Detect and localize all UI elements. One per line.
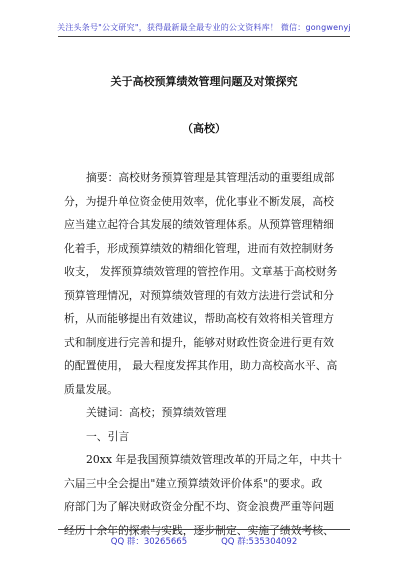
body-line: 化着手，形成预算绩效的精细化管理，进而有效控制财务 <box>64 241 334 255</box>
body-line: 府部门为了解决财政资金分配不均、资金浪费严重等问题 <box>64 500 334 513</box>
header-promo-text: 关注头条号"公文研究"，获得最新最全最专业的公文资料库！ 微信：gongwenyj <box>57 23 351 32</box>
body-line: 析，从而能够提出有效建议，帮助高校有效将相关管理方 <box>64 312 334 325</box>
body-line: 预算管理情况，对预算绩效管理的有效方法进行尝试和分 <box>64 288 334 302</box>
body-line: 经历十余年的探索与实践，逐步制定、实施了绩效考核、 <box>64 523 334 537</box>
footer-qq-group-2: QQ 群:535304092 <box>221 537 298 547</box>
footer-divider <box>58 529 350 530</box>
body-line: 分，为提升单位资金使用效率，优化事业不断发展，高校 <box>64 194 334 208</box>
body-line: 式和制度进行完善和提升，能够对财政性资金进行更有效 <box>64 335 334 349</box>
keywords-line: 关键词：高校；预算绩效管理 <box>86 406 227 419</box>
section-heading: 一、引言 <box>86 429 130 443</box>
body-line: 六届三中全会提出"建立预算绩效评价体系"的要求。政 <box>64 476 323 490</box>
header-divider <box>58 36 350 37</box>
page-footer <box>0 535 408 547</box>
footer-qq-group-1: QQ 群：30265665 <box>110 537 188 547</box>
body-line: 收支， 发挥预算绩效管理的管控作用。文章基于高校财务 <box>64 265 338 278</box>
page-header <box>0 0 408 40</box>
body-line: 质量发展。 <box>64 382 118 396</box>
body-line: 20xx 年是我国预算绩效管理改革的开局之年，中共十 <box>86 453 343 466</box>
body-line: 摘要：高校财务预算管理是其管理活动的重要组成部 <box>86 171 335 184</box>
document-subtitle: （高校） <box>182 122 226 135</box>
body-line: 的配置使用， 最大程度发挥其作用，助力高校高水平、高 <box>64 359 338 372</box>
body-line: 应当建立起符合其发展的绩效管理体系。从预算管理精细 <box>64 218 334 231</box>
document-title: 关于高校预算绩效管理问题及对策探究 <box>110 75 298 88</box>
document-body <box>64 166 346 542</box>
